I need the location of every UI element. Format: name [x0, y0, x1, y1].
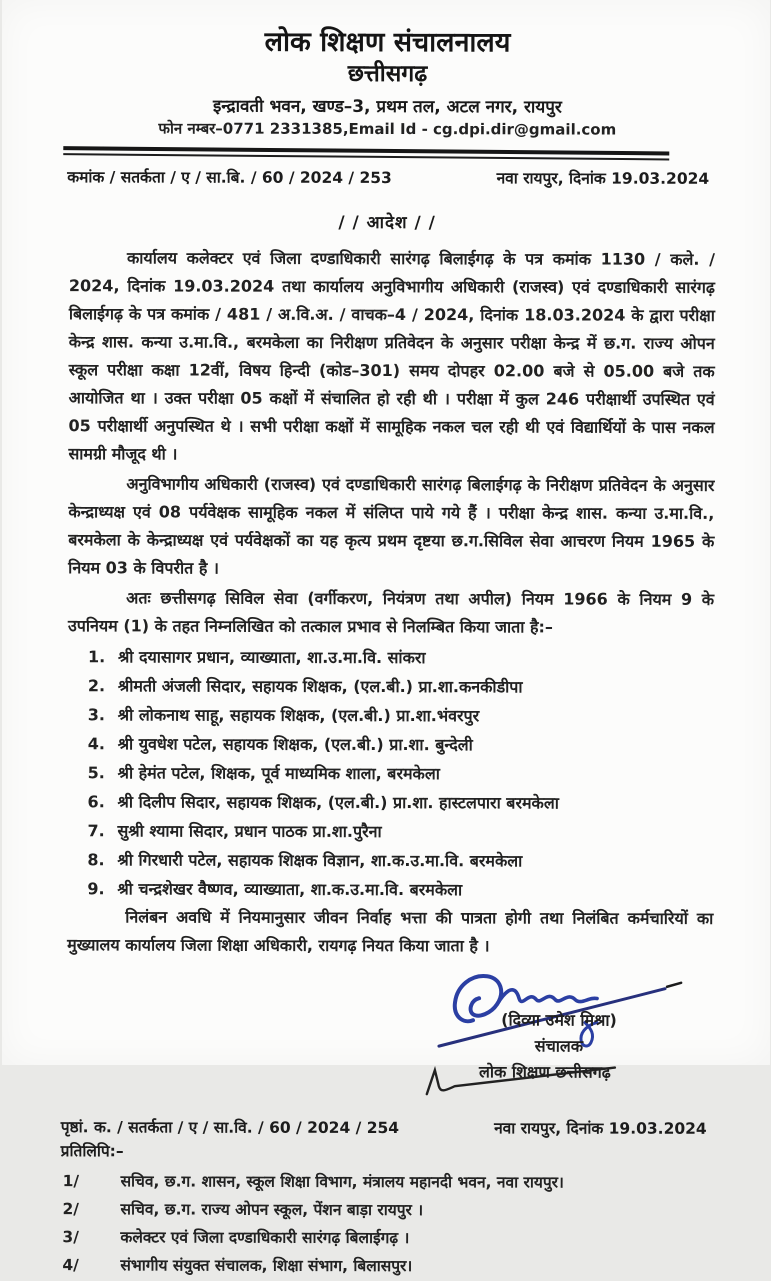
list-item-text: श्री चन्द्रशेखर वैष्णव, व्याख्याता, शा.क.उ.मा.वि. बरमकेला — [116, 878, 462, 899]
list-item-number: 8. — [86, 849, 105, 869]
signatory-name: (दिव्या उमेश मिश्रा) — [500, 1009, 617, 1030]
list-item — [67, 642, 713, 673]
reference-number: कमांक / सतर्कता / ए / सा.बि. / 60 / 2024 / 253 — [66, 167, 392, 187]
list-item — [67, 816, 713, 847]
list-item — [67, 758, 713, 789]
letterhead — [3, 0, 771, 140]
list-item — [67, 671, 713, 702]
office-address: इन्द्रावती भवन, खण्ड–3, प्रथम तल, अटल नगर, रायपुर — [212, 96, 562, 118]
copy-distribution-list — [0, 1161, 768, 1281]
scanned-order-document — [2, 0, 770, 1275]
list-item-text: श्री गिरधारी पटेल, सहायक शिक्षक विज्ञान, शा.क.उ.मा.वि. बरमकेला — [116, 849, 522, 870]
signature-block — [418, 974, 698, 1087]
list-item-number: 7. — [86, 820, 105, 840]
list-item-text: श्री हेमंत पटेल, शिक्षक, पूर्व माध्यमिक शाला, बरमकेला — [117, 762, 440, 783]
endorsement-number: पृष्ठां. क. / सतर्कता / ए / सा.वि. / 60 / 2024 / 254 — [60, 1117, 399, 1137]
copy-item-number: 4/ — [61, 1255, 79, 1274]
copy-to-label: प्रतिलिपि:– — [60, 1141, 124, 1160]
list-item-number: 2. — [87, 675, 105, 695]
list-item-number: 1. — [87, 646, 105, 666]
list-item-text: श्री युवधेश पटेल, सहायक शिक्षक, (एल.बी.) प्रा.शा. बुन्देली — [117, 733, 473, 754]
state-name: छत्तीसगढ़ — [347, 60, 427, 87]
copy-item — [62, 1251, 712, 1281]
copy-item-text: सचिव, छ.ग. राज्य ओपन स्कूल, पेंशन बाड़ा रायपुर । — [119, 1199, 423, 1219]
list-item — [67, 729, 713, 760]
copy-item — [62, 1223, 712, 1253]
list-item-text: श्री लोकनाथ साहू, सहायक शिक्षक, (एल.बी.) प्रा.शा.भंवरपुर — [117, 704, 479, 725]
list-item-number: 9. — [86, 878, 105, 898]
paragraph-closing: निलंबन अवधि में नियमानुसार जीवन निर्वाह भत्ता की पात्रता होगी तथा निलंबित कर्मचारियों का मुख्यालय कार्यालय जिला शिक्षा अधिकारी, रायगढ़ नियत किया जाता है । — [66, 906, 713, 955]
copy-item-number: 2/ — [61, 1199, 79, 1218]
order-body — [1, 232, 771, 961]
list-item-number: 4. — [87, 733, 105, 753]
list-item — [67, 787, 713, 818]
endorsement-place-date: नवा रायपुर, दिनांक 19.03.2024 — [493, 1118, 707, 1138]
endorsement-reference-line — [0, 1085, 768, 1139]
place-and-date: नवा रायपुर, दिनांक 19.03.2024 — [496, 168, 709, 188]
directorate-title: लोक शिक्षण संचालनालय — [264, 26, 510, 59]
copy-item-text: संभागीय संयुक्त संचालक, शिक्षा संभाग, बिलासपुर। — [119, 1255, 412, 1275]
paragraph-findings: अनुविभागीय अधिकारी (राजस्व) एवं दण्डाधिकारी सारंगढ़ बिलाईगढ़ के निरीक्षण प्रतिवेदन के अनुसार केन्द्राध्यक्ष एवं 08 पर्यवेक्षक सामूहिक नकल में संलिप्त पाये गये हैं । परीक्षा केन्द्र शास. कन्या उ.मा.वि., बरमकेला के केन्द्राध्यक्ष एवं पर्यवेक्षकों का यह कृत्य प्रथम दृष्टया छ.ग.सिविल सेवा आचरण नियम 1965 के नियम 03 के विपरीत है । — [67, 473, 714, 578]
signatory-designation: संचालक — [534, 1036, 583, 1056]
list-item — [67, 845, 713, 876]
copy-item — [62, 1195, 712, 1225]
copy-item-number: 1/ — [62, 1171, 79, 1190]
signatory-office: लोक शिक्षण छत्तीसगढ़ — [478, 1061, 611, 1082]
paragraph-inspection-report: कार्यालय कलेक्टर एवं जिला दण्डाधिकारी सारंगढ़ बिलाईगढ़ के पत्र कमांक 1130 / कले. / 2024, दिनांक 19.03.2024 तथा कार्यालय अनुविभागीय अधिकारी (राजस्व) एवं दण्डाधिकारी सारंगढ़ बिलाईगढ़ के पत्र कमांक / 481 / अ.वि.अ. / वाचक–4 / 2024, दिनांक 18.03.2024 के द्वारा परीक्षा केन्द्र शास. कन्या उ.मा.वि., बरमकेला का निरीक्षण प्रतिवेदन के अनुसार परीक्षा केन्द्र में छ.ग. राज्य ओपन स्कूल परीक्षा कक्षा 12वीं, विषय हिन्दी (कोड–301) समय दोपहर 02.00 बजे से 05.00 बजे तक आयोजित था । उक्त परीक्षा 05 कक्षों में संचालित हो रही थी । परीक्षा में कुल 246 परीक्षार्थी उपस्थित एवं 05 परीक्षार्थी अनुपस्थित थे । सभी परीक्षा कक्षों में सामूहिक नकल चल रही थी एवं विद्यार्थियों के पास नकल सामग्री मौजूद थी । — [67, 247, 715, 464]
list-item-number: 3. — [87, 704, 105, 724]
suspended-employees-list — [67, 642, 714, 905]
phone-email-line: फोन नम्बर–0771 2331385,Email Id - cg.dpi.dir@gmail.com — [157, 119, 616, 139]
list-item — [67, 700, 713, 731]
list-item-text: श्रीमती अंजली सिदार, सहायक शिक्षक, (एल.बी.) प्रा.शा.कनकीडीपा — [117, 675, 523, 696]
list-item-number: 5. — [87, 762, 105, 782]
order-heading: / / आदेश / / — [337, 212, 436, 233]
list-item-text: श्री दयासागर प्रधान, व्याख्याता, शा.उ.मा.वि. सांकरा — [117, 646, 426, 667]
list-item-text: श्री दिलीप सिदार, सहायक शिक्षक, (एल.बी.) प्रा.शा. हास्टलपारा बरमकेला — [117, 791, 559, 813]
copy-item-text: सचिव, छ.ग. शासन, स्कूल शिक्षा विभाग, मंत्रालय महानदी भवन, नवा रायपुर। — [120, 1171, 564, 1192]
list-item-text: सुश्री श्यामा सिदार, प्रधान पाठक प्रा.शा.पुरैना — [116, 820, 382, 841]
copy-item-number: 3/ — [61, 1227, 79, 1246]
list-item — [67, 874, 713, 905]
paragraph-suspension-rule: अतः छत्तीसगढ़ सिविल सेवा (वर्गीकरण, नियंत्रण तथा अपील) नियम 1966 के नियम 9 के उपनियम (1) के तहत निम्नलिखित को तत्काल प्रभाव से निलम्बित किया जाता है:– — [67, 587, 714, 637]
signature-underline-icon — [414, 1062, 624, 1097]
copy-item — [62, 1167, 712, 1197]
list-item-number: 6. — [87, 791, 105, 811]
copy-item-text: कलेक्टर एवं जिला दण्डाधिकारी सारंगढ़ बिलाईगढ़ । — [119, 1227, 409, 1247]
